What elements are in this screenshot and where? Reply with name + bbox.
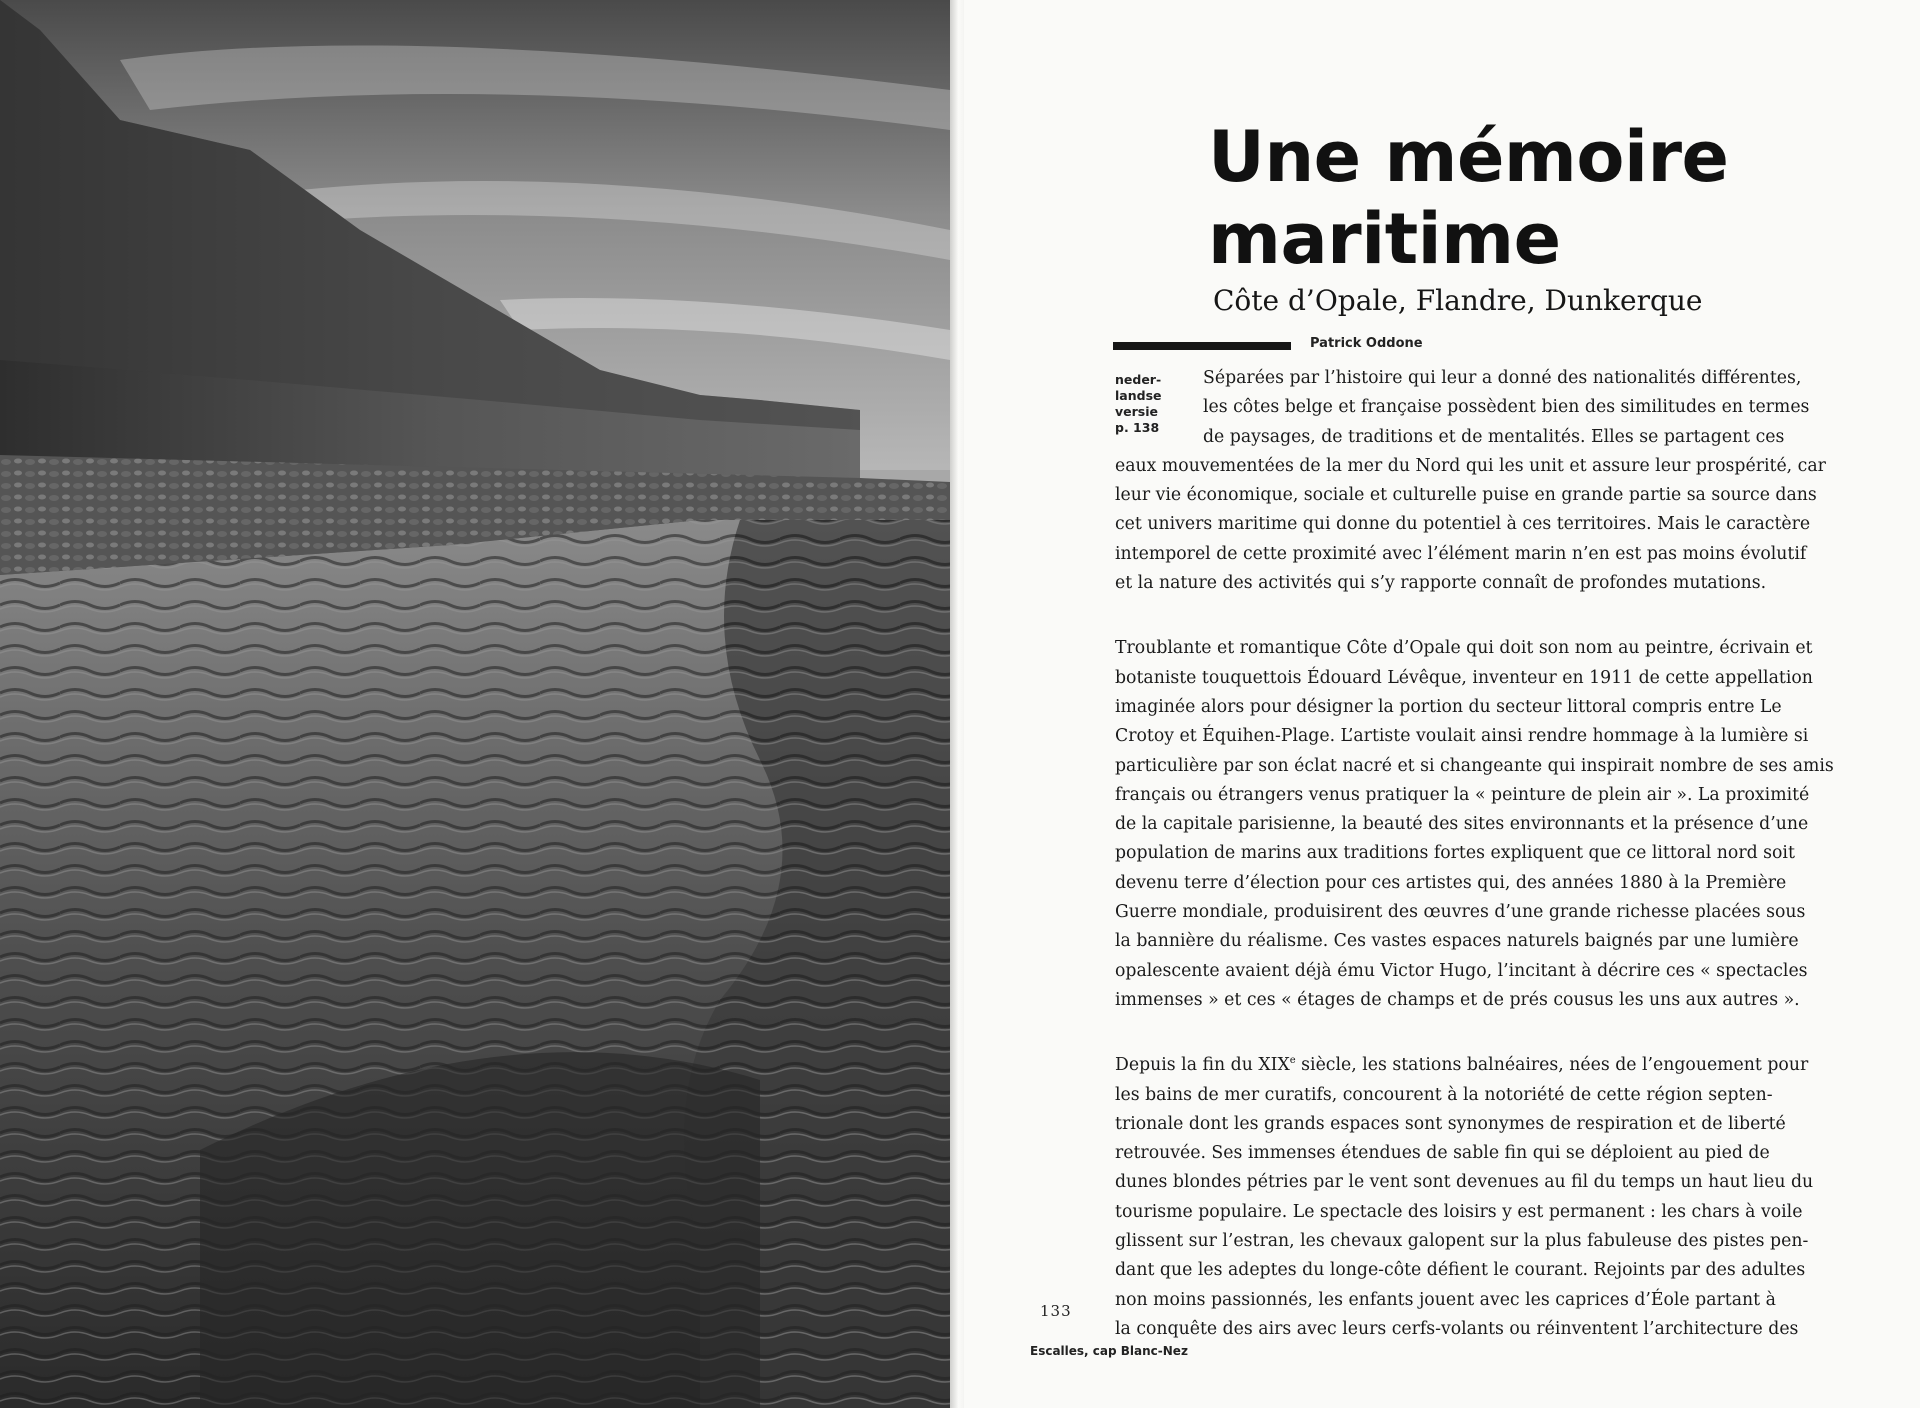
paragraph-2-line: botaniste touquettois Édouard Lévêque, inventeur en 1911 de cette appellation xyxy=(1115,667,1813,688)
page-number: 133 xyxy=(1040,1302,1072,1320)
paragraph-2-line: devenu terre d’élection pour ces artistes qui, des années 1880 à la Première xyxy=(1115,872,1787,893)
paragraph-2-line: population de marins aux traditions fortes expliquent que ce littoral nord soit xyxy=(1115,843,1795,864)
photo-illustration xyxy=(0,0,950,1408)
paragraph-1-line: eaux mouvementées de la mer du Nord qui les unit et assure leur prospérité, car xyxy=(1115,455,1826,476)
cliff-beach-photo xyxy=(0,0,950,1408)
paragraph-1-line: intemporel de cette proximité avec l’élément marin n’en est pas moins évolutif xyxy=(1115,543,1807,564)
paragraph-2-line: la bannière du réalisme. Ces vastes espaces naturels baignés par une lumière xyxy=(1115,931,1799,952)
article-subtitle: Côte d’Opale, Flandre, Dunkerque xyxy=(1213,284,1703,317)
paragraph-2-line: Guerre mondiale, produisirent des œuvres d’une grande richesse placées sous xyxy=(1115,902,1806,923)
paragraph-1-line: leur vie économique, sociale et culturelle puise en grande partie sa source dans xyxy=(1115,485,1817,506)
sidenote-line: versie xyxy=(1115,404,1158,419)
paragraph-2-line: français ou étrangers venus pratiquer la « peinture de plein air ». La proximité xyxy=(1115,784,1810,805)
paragraph-2-line: Troublante et romantique Côte d’Opale qui doit son nom au peintre, écrivain et xyxy=(1115,638,1813,659)
paragraph-1-line: Séparées par l’histoire qui leur a donné des nationalités différentes, xyxy=(1203,368,1802,388)
superscript-e: e xyxy=(1289,1055,1296,1067)
paragraph-3-line: dunes blondes pétries par le vent sont devenues au fil du temps un haut lieu du xyxy=(1115,1172,1814,1193)
paragraph-2-line: imaginée alors pour désigner la portion du secteur littoral compris entre Le xyxy=(1115,696,1782,717)
paragraph-3-line: tourisme populaire. Le spectacle des loisirs y est permanent : les chars à voile xyxy=(1115,1201,1803,1222)
paragraph-2-line: Crotoy et Équihen-Plage. L’artiste voulait ainsi rendre hommage à la lumière si xyxy=(1115,726,1809,747)
paragraph-2-line: immenses » et ces « étages de champs et de prés cousus les uns aux autres ». xyxy=(1115,989,1800,1010)
paragraph-3-line: retrouvée. Ses immenses étendues de sable fin qui se déploient au pied de xyxy=(1115,1143,1770,1164)
paragraph-3-line: glissent sur l’estran, les chevaux galopent sur la plus fabuleuse des pistes pen- xyxy=(1115,1231,1809,1252)
author-rule xyxy=(1113,342,1291,350)
paragraph-3-line: les bains de mer curatifs, concourent à la notoriété de cette région septen- xyxy=(1115,1084,1773,1105)
photo-caption: Escalles, cap Blanc-Nez xyxy=(1030,1344,1188,1358)
paragraph-3-line: dant que les adeptes du longe-côte défient le courant. Rejoints par des adultes xyxy=(1115,1260,1806,1281)
paragraph-1-line: les côtes belge et française possèdent bien des similitudes en termes xyxy=(1203,397,1810,418)
paragraph-2-line: particulière par son éclat nacré et si changeante qui inspirait nombre de ses amis xyxy=(1115,755,1834,776)
sidenote-line: p. 138 xyxy=(1115,420,1160,435)
paragraph-1-line: et la nature des activités qui s’y rapporte connaît de profondes mutations. xyxy=(1115,573,1767,594)
paragraph-3-line: non moins passionnés, les enfants jouent avec les caprices d’Éole partant à xyxy=(1115,1289,1776,1310)
paragraph-1-line: cet univers maritime qui donne du potentiel à ces territoires. Mais le caractère xyxy=(1115,514,1811,535)
paragraph-2-line: opalescente avaient déjà ému Victor Hugo, l’incitant à décrire ces « spectacles xyxy=(1115,960,1808,981)
book-gutter xyxy=(950,0,964,1408)
author-name: Patrick Oddone xyxy=(1310,336,1423,351)
paragraph-3-line xyxy=(1115,1051,1831,1080)
sidenote-line: landse xyxy=(1115,388,1162,403)
title-line-1: Une mémoire xyxy=(1208,116,1729,198)
title-line-2: maritime xyxy=(1208,198,1561,280)
paragraph-3-line: trionale dont les grands espaces sont synonymes de respiration et de liberté xyxy=(1115,1113,1786,1134)
paragraph-1-line: de paysages, de traditions et de mentalités. Elles se partagent ces xyxy=(1203,426,1785,447)
paragraph-3-text: Depuis la fin du XIX xyxy=(1115,1055,1290,1076)
paragraph-3-line: la conquête des airs avec leurs cerfs-volants ou réinventent l’architecture des xyxy=(1115,1318,1799,1339)
sidenote-line: neder- xyxy=(1115,372,1162,387)
paragraph-2-line: de la capitale parisienne, la beauté des sites environnants et la présence d’une xyxy=(1115,814,1809,835)
article-title xyxy=(1208,116,1768,280)
paragraph-3-text: siècle, les stations balnéaires, nées de l’engouement pour xyxy=(1295,1055,1809,1076)
article-body xyxy=(1115,364,1834,1344)
